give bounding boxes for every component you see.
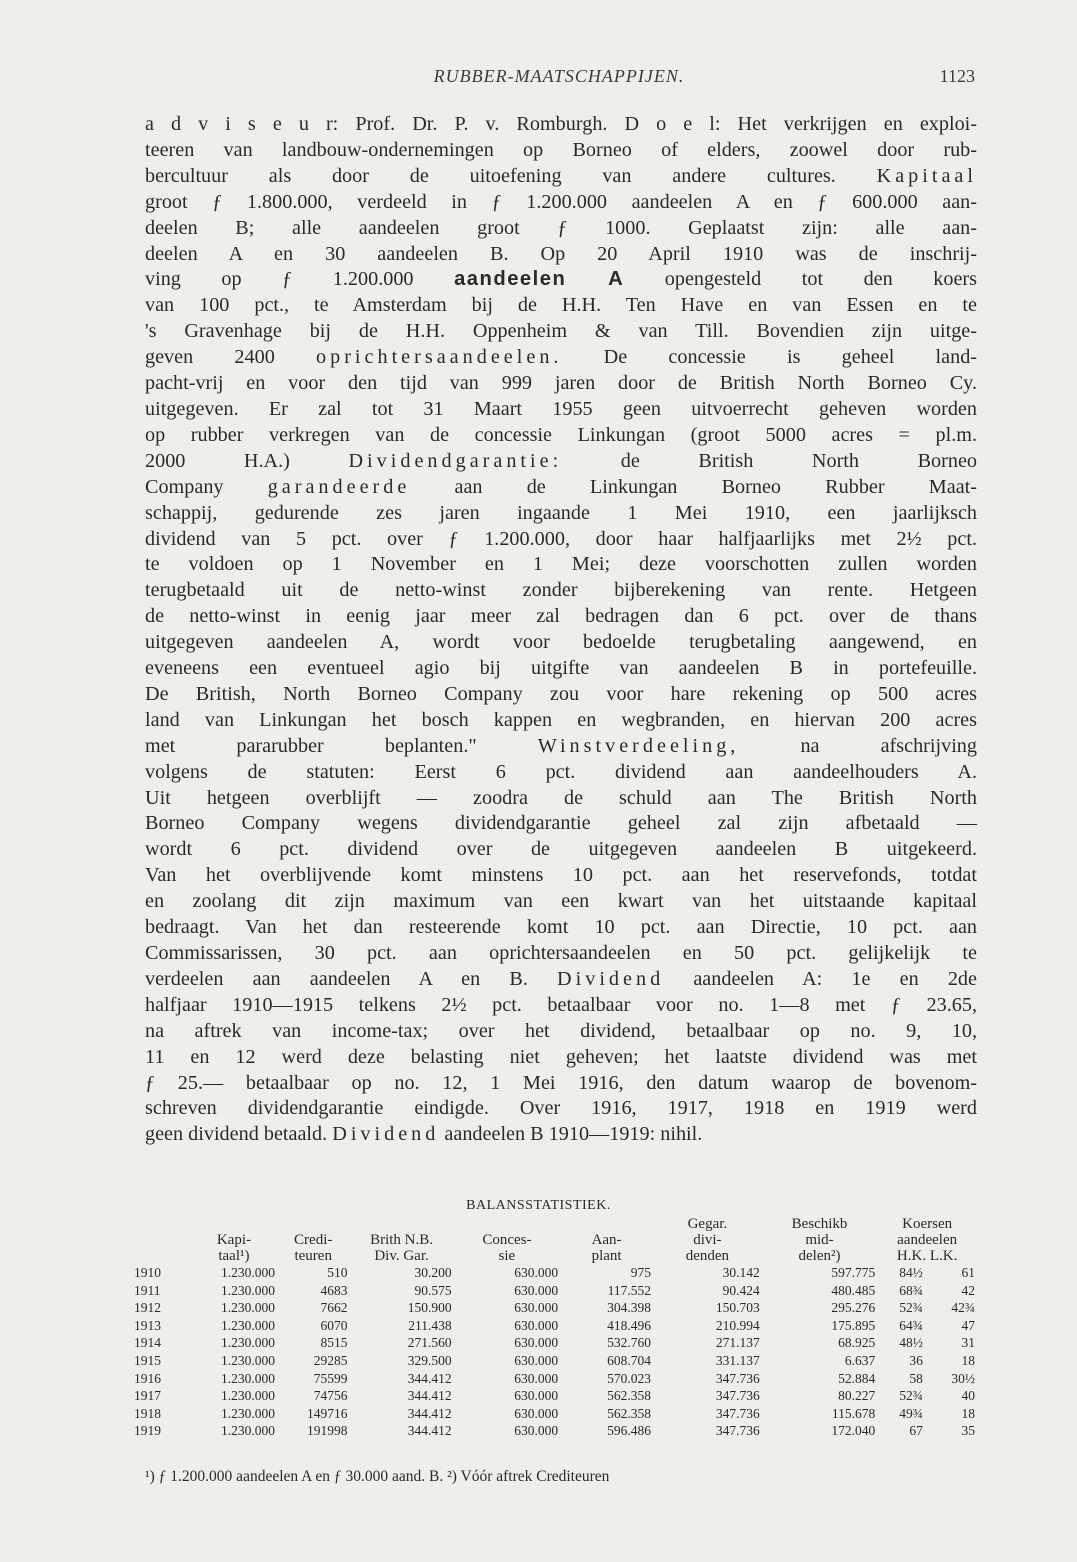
table-header-cell: Div. Gar. — [374, 1248, 429, 1264]
table-footnote: ¹) ƒ 1.200.000 aandeelen A en ƒ 30.000 aand. B. ²) Vóór aftrek Crediteuren — [145, 1468, 610, 1485]
table-row — [132, 1405, 977, 1423]
table-header-cell: denden — [685, 1248, 730, 1264]
text-segment: Borneo Company wegens dividendgarantie geheel zal zijn afbetaald — — [145, 812, 977, 835]
table-header-cell: Aan- — [591, 1232, 622, 1248]
text-segment: teeren van landbouw-ondernemingen op Borneo of elders, zoowel door rub- — [145, 138, 977, 161]
text-line — [145, 527, 977, 553]
year-cell: 1919 — [134, 1423, 161, 1439]
spaced-heading: garandeerde — [267, 475, 411, 498]
table-header-cell — [191, 1216, 277, 1232]
table-cell: 52.884 — [838, 1370, 876, 1386]
table-header-cell: Brith N.B. — [370, 1232, 434, 1248]
text-segment: 's Gravenhage bij de H.H. Oppenheim & van Till. Bovendien zijn uitge- — [145, 320, 977, 343]
text-segment: De concessie is geheel land- — [562, 346, 978, 369]
text-line — [145, 708, 977, 734]
table-cell: 630.000 — [514, 1388, 559, 1404]
text-segment: Uit hetgeen overblijft — zoodra de schuld aan The British North — [145, 786, 977, 809]
text-line — [145, 371, 977, 397]
spaced-heading: Kapitaal — [876, 164, 977, 187]
text-segment: pacht-vrij en voor den tijd van 999 jaren door de British North Borneo Cy. — [145, 372, 977, 395]
text-segment: groot ƒ 1.800.000, verdeeld in ƒ 1.200.000 aandeelen A en ƒ 600.000 aan- — [145, 190, 977, 213]
text-line — [145, 293, 977, 319]
table-cell: 630.000 — [514, 1352, 559, 1368]
spaced-heading: Dividendgarantie: — [348, 449, 563, 472]
text-segment: verdeelen aan aandeelen A en B. — [145, 967, 558, 990]
table-header-cell — [132, 1232, 191, 1248]
table-cell: 1.230.000 — [220, 1405, 275, 1421]
year-cell: 1917 — [134, 1388, 161, 1404]
body-text — [145, 112, 977, 1148]
table-cell: 596.486 — [607, 1423, 651, 1439]
text-line — [145, 423, 977, 449]
table-cell: 149716 — [306, 1405, 348, 1421]
table-cell: 1.230.000 — [220, 1370, 275, 1386]
spaced-heading: oprichtersaandeelen. — [316, 346, 563, 369]
text-line — [145, 397, 977, 423]
table-header-cell: teuren — [294, 1248, 332, 1264]
spaced-heading: Dividend — [332, 1123, 440, 1146]
year-cell: 1912 — [134, 1300, 161, 1316]
table-cell: 30.142 — [722, 1265, 760, 1280]
table-cell: 31 — [961, 1335, 975, 1351]
text-line — [145, 190, 977, 216]
text-line — [145, 1096, 977, 1122]
table-cell: 630.000 — [514, 1370, 559, 1386]
spaced-heading: Winstverdeeling, — [537, 734, 740, 757]
table-header-cell: Koersen — [902, 1216, 953, 1232]
text-segment: a d v i s e u r: — [145, 113, 339, 135]
text-line — [145, 501, 977, 527]
table-cell: 117.552 — [607, 1282, 651, 1298]
text-segment: 11 en 12 werd deze belasting niet geheven; het laatste dividend was met — [145, 1045, 977, 1068]
table-cell: 295.276 — [831, 1300, 876, 1316]
text-segment: van 100 pct., te Amsterdam bij de H.H. Ten Have en van Essen en te — [145, 294, 977, 317]
text-line — [145, 1019, 977, 1045]
text-segment: land van Linkungan het bosch kappen en wegbranden, en hiervan 200 acres — [145, 708, 977, 731]
table-header-cell: sie — [498, 1248, 516, 1264]
text-segment: met pararubber beplanten." — [145, 734, 538, 757]
text-line — [145, 734, 977, 760]
text-line — [145, 889, 977, 915]
text-segment: halfjaar 1910—1915 telkens 2½ pct. betaalbaar voor no. 1—8 met ƒ 23.65, — [145, 993, 977, 1016]
table-row — [132, 1264, 977, 1282]
balance-statistics-table — [132, 1216, 977, 1440]
text-segment: aandeelen B 1910—1919: nihil. — [439, 1123, 703, 1146]
table-cell: 608.704 — [607, 1352, 651, 1368]
table-cell: 1.230.000 — [220, 1282, 275, 1298]
running-title: RUBBER-MAATSCHAPPIJEN. — [433, 66, 685, 86]
table-cell: 6070 — [320, 1317, 348, 1333]
year-cell: 1915 — [134, 1352, 161, 1368]
table-cell: 271.560 — [407, 1335, 452, 1351]
text-segment: bedraagt. Van het dan resteerende komt 10 pct. aan Directie, 10 pct. aan — [145, 916, 977, 939]
text-segment: ƒ 25.— betaalbaar op no. 12, 1 Mei 1916, den datum waarop de bovenom- — [145, 1071, 977, 1094]
table-cell: 211.438 — [408, 1317, 452, 1333]
text-segment: schreven dividendgarantie eindigde. Over 1916, 1917, 1918 en 1919 werd — [145, 1097, 977, 1120]
spaced-heading: Dividend — [557, 967, 665, 990]
table-cell: 18 — [961, 1405, 975, 1421]
table-cell: 67 — [909, 1423, 923, 1439]
table-cell: 344.412 — [407, 1405, 452, 1421]
table-cell: 36 — [909, 1352, 923, 1368]
table-cell: 80.227 — [838, 1388, 876, 1404]
table-header-cell: Conces- — [482, 1232, 532, 1248]
table-title: BALANSSTATISTIEK. — [466, 1198, 611, 1213]
table-cell: 52¾ — [899, 1300, 923, 1316]
text-segment: de British North Borneo — [562, 449, 977, 472]
table-cell: 210.994 — [715, 1317, 760, 1333]
table-header-cell: plant — [591, 1248, 622, 1264]
table-cell: 271.137 — [715, 1335, 760, 1351]
text-segment: Company — [145, 475, 268, 498]
table-row — [132, 1387, 977, 1405]
year-cell: 1910 — [134, 1265, 161, 1280]
text-segment: uitgegeven aandeelen A, wordt voor bedoelde terugbetaling aangewend, en — [145, 631, 977, 654]
table-cell: 344.412 — [407, 1388, 452, 1404]
text-line — [145, 1045, 977, 1071]
text-segment: Commissarissen, 30 pct. aan oprichtersaandeelen en 50 pct. gelijkelijk te — [145, 942, 977, 964]
table-cell: 329.500 — [407, 1352, 452, 1368]
table-header-cell: Beschikb — [791, 1216, 848, 1232]
text-segment: wordt 6 pct. dividend over de uitgegeven aandeelen B uitgekeerd. — [145, 838, 977, 861]
table-cell: 42¾ — [951, 1300, 975, 1316]
table-cell: 68.925 — [838, 1335, 876, 1351]
text-line — [145, 345, 977, 371]
table-row — [132, 1317, 977, 1335]
text-segment: na afschrijving — [739, 734, 977, 757]
table-cell: 49¾ — [899, 1405, 923, 1421]
table-cell: 52¾ — [899, 1388, 923, 1404]
text-line — [145, 578, 977, 604]
text-segment: opengesteld tot den koers — [624, 268, 978, 291]
table-cell: 84½ — [899, 1265, 923, 1280]
text-line — [145, 941, 977, 967]
table-header-cell — [132, 1216, 191, 1232]
table-row — [132, 1352, 977, 1370]
table-cell: 597.775 — [831, 1265, 876, 1280]
text-line — [145, 267, 977, 293]
table-cell: 630.000 — [514, 1282, 559, 1298]
page-header — [143, 66, 975, 90]
table-cell: 562.358 — [607, 1388, 651, 1404]
table-cell: 75599 — [313, 1370, 348, 1386]
text-segment: de netto-winst in eenig jaar meer zal bedragen dan 6 pct. over de thans — [145, 605, 977, 628]
table-cell: 40 — [961, 1388, 975, 1404]
table-header-cell: Kapi- — [216, 1232, 251, 1248]
table-cell: 150.900 — [407, 1300, 452, 1316]
table-cell: 64¾ — [899, 1317, 923, 1333]
table-header-cell: Credi- — [294, 1232, 333, 1248]
text-segment: eveneens een eventueel agio bij uitgifte van aandeelen B in portefeuille. — [145, 657, 977, 680]
table-cell: 331.137 — [715, 1352, 760, 1368]
table-cell: 630.000 — [514, 1423, 559, 1439]
table-cell: 61 — [961, 1265, 975, 1280]
table-cell: 90.424 — [722, 1282, 760, 1298]
table-header-cell — [277, 1216, 349, 1232]
bold-phrase: aandeelen A — [454, 268, 625, 291]
table-header-cell: taal¹) — [218, 1248, 250, 1264]
table-cell: 344.412 — [407, 1423, 452, 1439]
text-segment: volgens de statuten: Eerst 6 pct. dividend aan aandeelhouders A. — [145, 760, 977, 783]
year-cell: 1911 — [134, 1282, 161, 1298]
table-cell: 68¾ — [899, 1282, 923, 1298]
text-line — [145, 449, 977, 475]
table-cell: 150.703 — [715, 1300, 760, 1316]
table-cell: 304.398 — [607, 1300, 651, 1316]
table-cell: 42 — [961, 1282, 975, 1298]
text-line — [145, 967, 977, 993]
balance-statistics-table-wrap — [132, 1216, 977, 1440]
text-line — [145, 630, 977, 656]
table-cell: 1.230.000 — [220, 1335, 275, 1351]
text-line — [145, 138, 977, 164]
table-cell: 510 — [327, 1265, 348, 1280]
text-segment: ving op ƒ 1.200.000 — [145, 268, 455, 291]
table-cell: 1.230.000 — [220, 1265, 275, 1280]
table-cell: 344.412 — [407, 1370, 452, 1386]
table-cell: 630.000 — [514, 1317, 559, 1333]
text-segment: te voldoen op 1 November en 1 Mei; deze voorschotten zullen worden — [145, 553, 977, 576]
text-segment: deelen B; alle aandeelen groot ƒ 1000. Geplaatst zijn: alle aan- — [145, 216, 977, 239]
table-cell: 47 — [961, 1317, 975, 1333]
table-cell: 48½ — [899, 1335, 923, 1351]
table-cell: 175.895 — [831, 1317, 876, 1333]
text-line — [145, 786, 977, 812]
table-cell: 630.000 — [514, 1335, 559, 1351]
table-cell: 347.736 — [715, 1370, 760, 1386]
text-segment: 2000 H.A.) — [145, 449, 349, 472]
table-cell: 30½ — [951, 1370, 975, 1386]
text-segment: geven 2400 — [145, 346, 316, 369]
table-cell: 347.736 — [715, 1423, 760, 1439]
text-segment: na aftrek van income-tax; over het dividend, betaalbaar op no. 9, 10, — [145, 1019, 977, 1042]
table-cell: 1.230.000 — [220, 1352, 275, 1368]
table-row — [132, 1334, 977, 1352]
text-line — [145, 656, 977, 682]
table-cell: 35 — [961, 1423, 975, 1439]
text-line — [145, 993, 977, 1019]
table-header-cell: aandeelen — [897, 1232, 958, 1248]
table-cell: 1.230.000 — [220, 1388, 275, 1404]
table-header-cell — [560, 1216, 653, 1232]
table-row — [132, 1299, 977, 1317]
table-cell: 8515 — [320, 1335, 348, 1351]
text-segment: Het verkrijgen en exploi- — [720, 113, 978, 135]
table-header-row — [132, 1248, 977, 1264]
text-line — [145, 604, 977, 630]
table-cell: 6.637 — [844, 1352, 876, 1368]
text-line — [145, 811, 977, 837]
table-cell: 30.200 — [414, 1265, 452, 1280]
text-line — [145, 1122, 977, 1148]
table-cell: 532.760 — [607, 1335, 651, 1351]
table-cell: 7662 — [320, 1300, 348, 1316]
table-cell: 418.496 — [607, 1317, 651, 1333]
table-row — [132, 1422, 977, 1440]
text-line — [145, 475, 977, 501]
table-cell: 1.230.000 — [220, 1317, 275, 1333]
table-cell: 1.230.000 — [220, 1423, 275, 1439]
text-line — [145, 682, 977, 708]
text-segment: bercultuur als door de uitoefening van andere cultures. — [145, 164, 877, 187]
year-cell: 1916 — [134, 1370, 161, 1386]
table-cell: 58 — [909, 1370, 923, 1386]
text-line — [145, 164, 977, 190]
table-cell: 1.230.000 — [220, 1300, 275, 1316]
table-cell: 570.023 — [607, 1370, 651, 1386]
text-segment: dividend van 5 pct. over ƒ 1.200.000, door haar halfjaarlijks met 2½ pct. — [145, 527, 977, 550]
year-cell: 1914 — [134, 1335, 161, 1351]
text-line — [145, 1071, 977, 1097]
text-line — [145, 242, 977, 268]
text-line — [145, 863, 977, 889]
text-segment: aandeelen A: 1e en 2de — [664, 967, 977, 990]
table-header-cell — [132, 1248, 191, 1264]
table-header-cell: Gegar. — [687, 1216, 728, 1232]
table-header-cell — [349, 1216, 453, 1232]
text-line — [145, 915, 977, 941]
text-segment: op rubber verkregen van de concessie Linkungan (groot 5000 acres = pl.m. — [145, 423, 977, 446]
table-row — [132, 1282, 977, 1300]
table-cell: 4683 — [320, 1282, 348, 1298]
text-segment: en zoolang dit zijn maximum van een kwart van het uitstaande kapitaal — [145, 890, 977, 913]
table-header-cell: mid- — [805, 1232, 834, 1248]
table-cell: 630.000 — [514, 1300, 559, 1316]
table-header-row — [132, 1232, 977, 1248]
table-header-cell: delen²) — [798, 1248, 841, 1264]
text-segment: Prof. Dr. P. v. Romburgh. — [338, 113, 625, 135]
table-cell: 29285 — [313, 1352, 348, 1368]
table-header-cell: H.K. L.K. — [896, 1248, 958, 1264]
text-segment: Van het overblijvende komt minstens 10 pct. aan het reservefonds, totdat — [145, 864, 977, 887]
table-cell: 347.736 — [715, 1405, 760, 1421]
table-cell: 480.485 — [831, 1282, 876, 1298]
table-header-cell: divi- — [693, 1232, 722, 1248]
text-line — [145, 552, 977, 578]
table-cell: 191998 — [306, 1423, 348, 1439]
text-segment: deelen A en 30 aandeelen B. Op 20 April 1910 was de inschrij- — [145, 242, 977, 265]
text-line — [145, 319, 977, 345]
table-cell: 630.000 — [514, 1405, 559, 1421]
table-cell: 975 — [630, 1265, 651, 1280]
table-cell: 347.736 — [715, 1388, 760, 1404]
table-cell: 562.358 — [607, 1405, 651, 1421]
year-cell: 1918 — [134, 1405, 161, 1421]
table-cell: 172.040 — [831, 1423, 876, 1439]
text-segment: geen dividend betaald. — [145, 1123, 333, 1146]
text-segment: D o e l: — [624, 113, 721, 135]
year-cell: 1913 — [134, 1317, 161, 1333]
text-segment: uitgegeven. Er zal tot 31 Maart 1955 geen uitvoerrecht geheven worden — [145, 397, 977, 420]
text-segment: terugbetaald uit de netto-winst zonder bijberekening van rente. Hetgeen — [145, 579, 977, 602]
text-line — [145, 112, 977, 138]
table-header-cell — [454, 1216, 560, 1232]
table-cell: 630.000 — [514, 1265, 559, 1280]
text-line — [145, 216, 977, 242]
table-row — [132, 1370, 977, 1388]
table-cell: 115.678 — [831, 1405, 876, 1421]
text-segment: De British, North Borneo Company zou voor hare rekening op 500 acres — [145, 682, 977, 705]
table-cell: 18 — [961, 1352, 975, 1368]
table-cell: 74756 — [313, 1388, 348, 1404]
table-cell: 90.575 — [414, 1282, 452, 1298]
text-segment: aan de Linkungan Borneo Rubber Maat- — [410, 475, 977, 498]
table-header-row — [132, 1216, 977, 1232]
text-segment: schappij, gedurende zes jaren ingaande 1 Mei 1910, een jaarlijksch — [145, 501, 977, 524]
page-number: 1123 — [939, 66, 975, 86]
text-line — [145, 760, 977, 786]
text-line — [145, 837, 977, 863]
